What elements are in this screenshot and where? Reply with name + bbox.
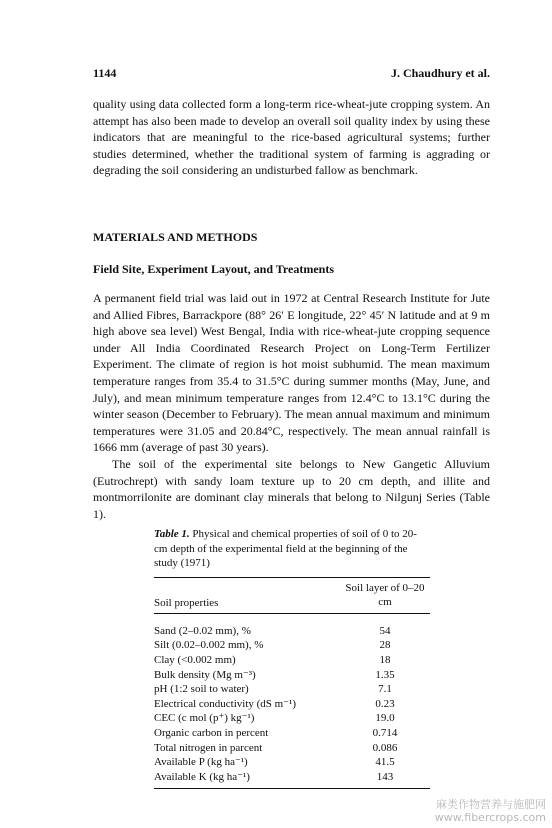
- property-cell: Organic carbon in percent: [154, 726, 269, 739]
- table-row: [154, 682, 430, 697]
- value-cell: 1.35: [375, 668, 395, 681]
- value-cell: 0.086: [372, 741, 398, 754]
- property-cell: Clay (<0.002 mm): [154, 653, 236, 666]
- value-cell: 143: [376, 770, 394, 783]
- methods-paragraph: The soil of the experimental site belongs to New Gangetic Alluvium (Eutrochrept) with sandy loam texture up to 20 cm depth, and illite and montmorrilonite are dominant clay minerals that belong to Nilgunj Series (Table 1).: [93, 456, 490, 521]
- watermark-line: www.fibercrops.com: [434, 811, 546, 824]
- property-cell: pH (1:2 soil to water): [154, 683, 249, 696]
- section-heading: MATERIALS AND METHODS: [93, 230, 258, 244]
- value-cell: 7.1: [378, 683, 392, 696]
- intro-paragraph: quality using data collected form a long-term rice-wheat-jute cropping system. An attempt has also been made to develop an overall soil quality index by using these indicators that are meaningful to the rice-based agricultural systems; further studies determined, whether the traditional system of farming is aggrading or degrading the soil considering an undisturbed fallow as benchmark.: [93, 97, 490, 178]
- property-cell: Silt (0.02–0.002 mm), %: [154, 639, 264, 652]
- value-cell: 0.714: [372, 726, 398, 739]
- value-cell: 0.23: [375, 697, 395, 710]
- table-row: [154, 711, 430, 726]
- table-row: [154, 770, 430, 789]
- intro-section: [93, 96, 490, 179]
- watermark: [435, 798, 546, 824]
- column-header-soil-properties: Soil properties: [154, 596, 219, 609]
- methods-paragraph: A permanent field trial was laid out in 1972 at Central Research Institute for Jute and Allied Fibres, Barrackpore (88° 26′ E longitude, 22° 45′ N latitude and at 9 m high above sea level) West Bengal, India with rice-wheat-jute cropping sequence under All India Coordinated Research Project on Long-Term Fertilizer Experiment. The climate of region is hot moist subhumid. The mean maximum temperature ranges from 35.4 to 31.5°C during summer months (May, June, and July), and mean minimum temperature ranges from 12.4°C to 13.1°C during the winter season (December to February). The mean annual maximum and minimum temperatures were 31.05 and 20.84°C, respectively. The mean annual rainfall is 1666 mm (average of past 30 years).: [93, 291, 490, 455]
- page-number: 1144: [93, 66, 117, 80]
- soil-properties-table: [154, 577, 430, 790]
- column-header-soil-layer: Soil layer of 0–20 cm: [345, 581, 425, 608]
- value-cell: 28: [379, 639, 391, 652]
- watermark-line: 麻类作物营养与施肥网: [436, 798, 546, 811]
- property-cell: CEC (c mol (p⁺) kg⁻¹): [154, 712, 255, 725]
- table-caption: [154, 527, 430, 571]
- table-row: [154, 726, 430, 741]
- table-caption-label: Table 1.: [154, 528, 190, 540]
- table-row: [154, 638, 430, 653]
- running-header: [93, 66, 490, 80]
- property-cell: Electrical conductivity (dS m⁻¹): [154, 697, 296, 710]
- property-cell: Total nitrogen in parcent: [154, 741, 263, 754]
- property-cell: Sand (2–0.02 mm), %: [154, 624, 251, 637]
- author-line: J. Chaudhury et al.: [390, 66, 490, 80]
- table-row: [154, 653, 430, 668]
- table-row: [154, 697, 430, 712]
- table-1: [154, 527, 430, 789]
- table-header-row: [154, 577, 430, 613]
- value-cell: 41.5: [375, 756, 395, 769]
- table-row: [154, 613, 430, 638]
- value-cell: 54: [379, 624, 391, 637]
- value-cell: 19.0: [375, 712, 395, 725]
- table-row: [154, 668, 430, 683]
- property-cell: Bulk density (Mg m⁻³): [154, 668, 256, 681]
- table-caption-text: Physical and chemical properties of soil of 0 to 20-cm depth of the experimental field at the beginning of the study (1971): [154, 528, 417, 570]
- property-cell: Available P (kg ha⁻¹): [154, 756, 248, 769]
- table-row: [154, 741, 430, 756]
- value-cell: 18: [379, 653, 391, 666]
- subsection-heading: Field Site, Experiment Layout, and Treatments: [93, 262, 334, 276]
- property-cell: Available K (kg ha⁻¹): [154, 770, 250, 783]
- methods-section: [93, 290, 490, 522]
- table-row: [154, 755, 430, 770]
